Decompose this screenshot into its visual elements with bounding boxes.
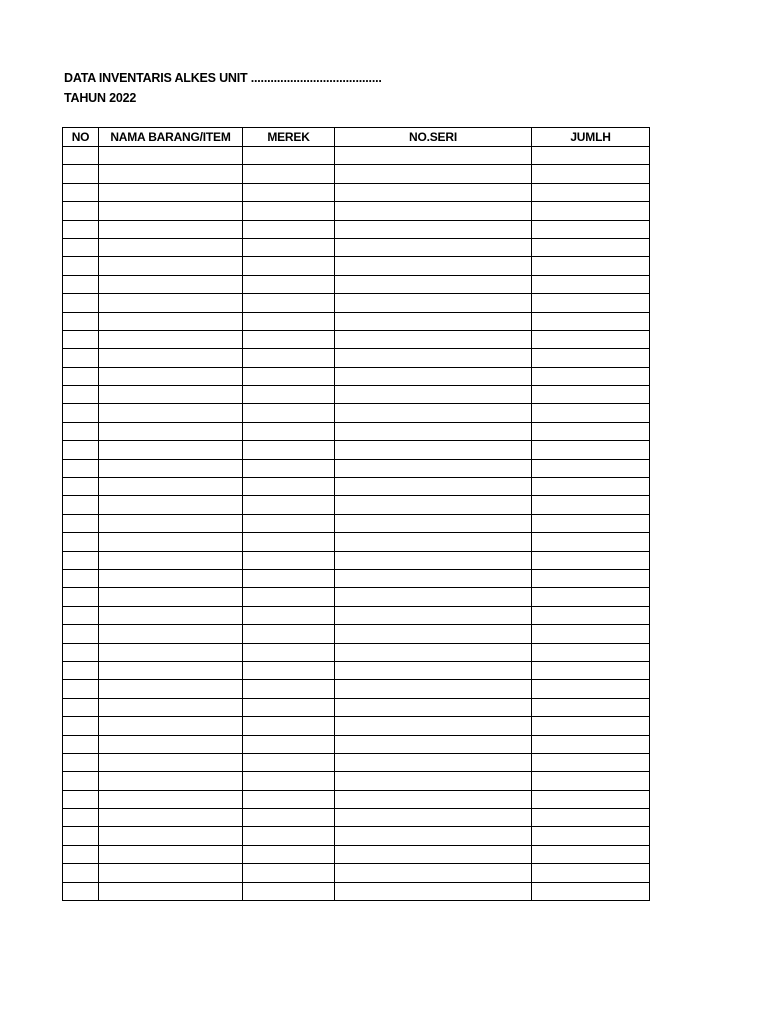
cell-jumlah bbox=[532, 202, 650, 220]
cell-no bbox=[63, 496, 99, 514]
cell-nama-barang bbox=[99, 147, 243, 165]
cell-merek bbox=[243, 257, 335, 275]
table-row bbox=[63, 606, 650, 624]
cell-nama-barang bbox=[99, 422, 243, 440]
cell-jumlah bbox=[532, 386, 650, 404]
cell-nama-barang bbox=[99, 717, 243, 735]
cell-no-seri bbox=[335, 864, 532, 882]
cell-jumlah bbox=[532, 790, 650, 808]
table-row bbox=[63, 147, 650, 165]
table-row bbox=[63, 238, 650, 256]
cell-nama-barang bbox=[99, 367, 243, 385]
cell-nama-barang bbox=[99, 680, 243, 698]
cell-no-seri bbox=[335, 790, 532, 808]
cell-jumlah bbox=[532, 643, 650, 661]
cell-jumlah bbox=[532, 257, 650, 275]
cell-nama-barang bbox=[99, 809, 243, 827]
table-row bbox=[63, 220, 650, 238]
table-row bbox=[63, 496, 650, 514]
table-row bbox=[63, 753, 650, 771]
cell-merek bbox=[243, 698, 335, 716]
cell-jumlah bbox=[532, 533, 650, 551]
cell-jumlah bbox=[532, 606, 650, 624]
cell-no-seri bbox=[335, 404, 532, 422]
header-merek: MEREK bbox=[243, 128, 335, 147]
table-row bbox=[63, 698, 650, 716]
cell-merek bbox=[243, 588, 335, 606]
cell-no-seri bbox=[335, 772, 532, 790]
cell-no bbox=[63, 845, 99, 863]
cell-merek bbox=[243, 183, 335, 201]
cell-no bbox=[63, 790, 99, 808]
table-row bbox=[63, 809, 650, 827]
cell-merek bbox=[243, 514, 335, 532]
cell-no-seri bbox=[335, 717, 532, 735]
cell-no-seri bbox=[335, 165, 532, 183]
cell-nama-barang bbox=[99, 257, 243, 275]
table-row bbox=[63, 588, 650, 606]
cell-no bbox=[63, 661, 99, 679]
cell-merek bbox=[243, 220, 335, 238]
cell-no bbox=[63, 294, 99, 312]
cell-jumlah bbox=[532, 772, 650, 790]
cell-no bbox=[63, 330, 99, 348]
table-row bbox=[63, 680, 650, 698]
cell-jumlah bbox=[532, 551, 650, 569]
cell-nama-barang bbox=[99, 643, 243, 661]
cell-merek bbox=[243, 441, 335, 459]
cell-nama-barang bbox=[99, 569, 243, 587]
table-row bbox=[63, 625, 650, 643]
header-no-seri: NO.SERI bbox=[335, 128, 532, 147]
table-row bbox=[63, 514, 650, 532]
cell-no bbox=[63, 165, 99, 183]
cell-merek bbox=[243, 312, 335, 330]
cell-no bbox=[63, 809, 99, 827]
cell-merek bbox=[243, 827, 335, 845]
cell-no bbox=[63, 588, 99, 606]
cell-nama-barang bbox=[99, 275, 243, 293]
cell-jumlah bbox=[532, 882, 650, 900]
cell-no bbox=[63, 717, 99, 735]
cell-jumlah bbox=[532, 717, 650, 735]
cell-merek bbox=[243, 330, 335, 348]
cell-no-seri bbox=[335, 827, 532, 845]
table-row bbox=[63, 202, 650, 220]
cell-nama-barang bbox=[99, 238, 243, 256]
cell-no-seri bbox=[335, 809, 532, 827]
cell-no-seri bbox=[335, 220, 532, 238]
cell-no bbox=[63, 257, 99, 275]
cell-no-seri bbox=[335, 533, 532, 551]
cell-no bbox=[63, 569, 99, 587]
table-row bbox=[63, 441, 650, 459]
table-row bbox=[63, 404, 650, 422]
cell-no bbox=[63, 606, 99, 624]
cell-jumlah bbox=[532, 625, 650, 643]
cell-no bbox=[63, 238, 99, 256]
cell-merek bbox=[243, 275, 335, 293]
cell-merek bbox=[243, 202, 335, 220]
cell-jumlah bbox=[532, 569, 650, 587]
cell-jumlah bbox=[532, 330, 650, 348]
cell-nama-barang bbox=[99, 183, 243, 201]
cell-nama-barang bbox=[99, 202, 243, 220]
cell-no-seri bbox=[335, 386, 532, 404]
table-row bbox=[63, 183, 650, 201]
table-row bbox=[63, 165, 650, 183]
cell-nama-barang bbox=[99, 386, 243, 404]
cell-no-seri bbox=[335, 202, 532, 220]
cell-merek bbox=[243, 147, 335, 165]
cell-nama-barang bbox=[99, 625, 243, 643]
cell-no bbox=[63, 772, 99, 790]
cell-merek bbox=[243, 643, 335, 661]
table-row bbox=[63, 882, 650, 900]
cell-no bbox=[63, 459, 99, 477]
cell-nama-barang bbox=[99, 478, 243, 496]
cell-no bbox=[63, 698, 99, 716]
cell-nama-barang bbox=[99, 753, 243, 771]
table-row bbox=[63, 294, 650, 312]
cell-merek bbox=[243, 661, 335, 679]
cell-no-seri bbox=[335, 422, 532, 440]
cell-jumlah bbox=[532, 349, 650, 367]
cell-merek bbox=[243, 809, 335, 827]
cell-merek bbox=[243, 864, 335, 882]
cell-no-seri bbox=[335, 643, 532, 661]
cell-no-seri bbox=[335, 312, 532, 330]
cell-no-seri bbox=[335, 882, 532, 900]
table-body bbox=[63, 147, 650, 901]
table-row bbox=[63, 827, 650, 845]
table-row bbox=[63, 772, 650, 790]
table-row bbox=[63, 330, 650, 348]
cell-jumlah bbox=[532, 864, 650, 882]
cell-no-seri bbox=[335, 147, 532, 165]
cell-nama-barang bbox=[99, 827, 243, 845]
cell-jumlah bbox=[532, 294, 650, 312]
cell-no bbox=[63, 643, 99, 661]
cell-no bbox=[63, 735, 99, 753]
cell-no bbox=[63, 827, 99, 845]
cell-no bbox=[63, 349, 99, 367]
table-row bbox=[63, 864, 650, 882]
cell-merek bbox=[243, 165, 335, 183]
cell-merek bbox=[243, 772, 335, 790]
cell-no-seri bbox=[335, 514, 532, 532]
cell-no bbox=[63, 478, 99, 496]
cell-jumlah bbox=[532, 165, 650, 183]
document-year: TAHUN 2022 bbox=[64, 91, 137, 105]
cell-merek bbox=[243, 882, 335, 900]
cell-merek bbox=[243, 680, 335, 698]
cell-merek bbox=[243, 790, 335, 808]
table-row bbox=[63, 257, 650, 275]
cell-no-seri bbox=[335, 294, 532, 312]
cell-no bbox=[63, 312, 99, 330]
cell-jumlah bbox=[532, 827, 650, 845]
table-row bbox=[63, 478, 650, 496]
table-row bbox=[63, 717, 650, 735]
cell-no bbox=[63, 202, 99, 220]
header-jumlah: JUMLH bbox=[532, 128, 650, 147]
cell-no bbox=[63, 680, 99, 698]
cell-merek bbox=[243, 717, 335, 735]
cell-no-seri bbox=[335, 588, 532, 606]
cell-no-seri bbox=[335, 551, 532, 569]
cell-nama-barang bbox=[99, 220, 243, 238]
cell-nama-barang bbox=[99, 864, 243, 882]
cell-nama-barang bbox=[99, 459, 243, 477]
cell-jumlah bbox=[532, 367, 650, 385]
cell-merek bbox=[243, 496, 335, 514]
cell-jumlah bbox=[532, 753, 650, 771]
cell-no bbox=[63, 183, 99, 201]
cell-merek bbox=[243, 422, 335, 440]
cell-merek bbox=[243, 606, 335, 624]
cell-no bbox=[63, 367, 99, 385]
cell-nama-barang bbox=[99, 330, 243, 348]
cell-no bbox=[63, 275, 99, 293]
cell-no bbox=[63, 551, 99, 569]
cell-merek bbox=[243, 459, 335, 477]
cell-jumlah bbox=[532, 588, 650, 606]
cell-jumlah bbox=[532, 514, 650, 532]
cell-merek bbox=[243, 845, 335, 863]
cell-jumlah bbox=[532, 183, 650, 201]
cell-no-seri bbox=[335, 478, 532, 496]
cell-jumlah bbox=[532, 220, 650, 238]
cell-no-seri bbox=[335, 680, 532, 698]
cell-jumlah bbox=[532, 809, 650, 827]
inventory-table bbox=[62, 127, 650, 901]
cell-jumlah bbox=[532, 496, 650, 514]
cell-jumlah bbox=[532, 478, 650, 496]
cell-jumlah bbox=[532, 238, 650, 256]
cell-jumlah bbox=[532, 680, 650, 698]
cell-nama-barang bbox=[99, 551, 243, 569]
cell-merek bbox=[243, 386, 335, 404]
cell-merek bbox=[243, 625, 335, 643]
cell-no bbox=[63, 625, 99, 643]
cell-nama-barang bbox=[99, 533, 243, 551]
cell-merek bbox=[243, 569, 335, 587]
cell-nama-barang bbox=[99, 496, 243, 514]
table-row bbox=[63, 386, 650, 404]
cell-nama-barang bbox=[99, 312, 243, 330]
table-row bbox=[63, 275, 650, 293]
table-header-row bbox=[63, 128, 650, 147]
table-row bbox=[63, 661, 650, 679]
cell-nama-barang bbox=[99, 661, 243, 679]
table-row bbox=[63, 349, 650, 367]
cell-no-seri bbox=[335, 753, 532, 771]
cell-no-seri bbox=[335, 496, 532, 514]
cell-no-seri bbox=[335, 330, 532, 348]
cell-no-seri bbox=[335, 606, 532, 624]
cell-no-seri bbox=[335, 698, 532, 716]
cell-nama-barang bbox=[99, 772, 243, 790]
cell-nama-barang bbox=[99, 588, 243, 606]
cell-jumlah bbox=[532, 845, 650, 863]
cell-merek bbox=[243, 349, 335, 367]
cell-jumlah bbox=[532, 275, 650, 293]
cell-no-seri bbox=[335, 735, 532, 753]
cell-no bbox=[63, 753, 99, 771]
cell-no bbox=[63, 533, 99, 551]
table-row bbox=[63, 367, 650, 385]
document-title: DATA INVENTARIS ALKES UNIT ........................................ bbox=[64, 71, 382, 85]
cell-no bbox=[63, 514, 99, 532]
cell-nama-barang bbox=[99, 845, 243, 863]
table-row bbox=[63, 735, 650, 753]
header-nama-barang: NAMA BARANG/ITEM bbox=[99, 128, 243, 147]
cell-jumlah bbox=[532, 661, 650, 679]
cell-merek bbox=[243, 753, 335, 771]
cell-no-seri bbox=[335, 569, 532, 587]
cell-merek bbox=[243, 367, 335, 385]
cell-jumlah bbox=[532, 147, 650, 165]
table-row bbox=[63, 312, 650, 330]
table-row bbox=[63, 643, 650, 661]
table-row bbox=[63, 422, 650, 440]
cell-jumlah bbox=[532, 312, 650, 330]
cell-no-seri bbox=[335, 257, 532, 275]
cell-merek bbox=[243, 533, 335, 551]
cell-jumlah bbox=[532, 422, 650, 440]
cell-no-seri bbox=[335, 367, 532, 385]
cell-nama-barang bbox=[99, 404, 243, 422]
cell-nama-barang bbox=[99, 790, 243, 808]
cell-no bbox=[63, 422, 99, 440]
cell-nama-barang bbox=[99, 882, 243, 900]
table-row bbox=[63, 459, 650, 477]
cell-merek bbox=[243, 478, 335, 496]
cell-no bbox=[63, 147, 99, 165]
cell-jumlah bbox=[532, 459, 650, 477]
cell-merek bbox=[243, 735, 335, 753]
table-row bbox=[63, 845, 650, 863]
cell-merek bbox=[243, 404, 335, 422]
table-row bbox=[63, 533, 650, 551]
cell-nama-barang bbox=[99, 294, 243, 312]
cell-merek bbox=[243, 238, 335, 256]
cell-no-seri bbox=[335, 275, 532, 293]
cell-no-seri bbox=[335, 661, 532, 679]
cell-merek bbox=[243, 551, 335, 569]
table-row bbox=[63, 551, 650, 569]
cell-no bbox=[63, 864, 99, 882]
cell-no bbox=[63, 404, 99, 422]
cell-no bbox=[63, 220, 99, 238]
cell-no-seri bbox=[335, 183, 532, 201]
cell-jumlah bbox=[532, 735, 650, 753]
cell-no bbox=[63, 386, 99, 404]
cell-nama-barang bbox=[99, 698, 243, 716]
cell-jumlah bbox=[532, 404, 650, 422]
cell-no-seri bbox=[335, 459, 532, 477]
cell-jumlah bbox=[532, 441, 650, 459]
cell-no-seri bbox=[335, 625, 532, 643]
cell-merek bbox=[243, 294, 335, 312]
cell-no bbox=[63, 882, 99, 900]
cell-nama-barang bbox=[99, 441, 243, 459]
cell-nama-barang bbox=[99, 606, 243, 624]
table-row bbox=[63, 790, 650, 808]
header-no: NO bbox=[63, 128, 99, 147]
cell-jumlah bbox=[532, 698, 650, 716]
cell-no-seri bbox=[335, 845, 532, 863]
cell-no-seri bbox=[335, 238, 532, 256]
cell-no-seri bbox=[335, 441, 532, 459]
table-row bbox=[63, 569, 650, 587]
cell-nama-barang bbox=[99, 349, 243, 367]
cell-nama-barang bbox=[99, 735, 243, 753]
cell-no-seri bbox=[335, 349, 532, 367]
cell-no bbox=[63, 441, 99, 459]
cell-nama-barang bbox=[99, 165, 243, 183]
cell-nama-barang bbox=[99, 514, 243, 532]
